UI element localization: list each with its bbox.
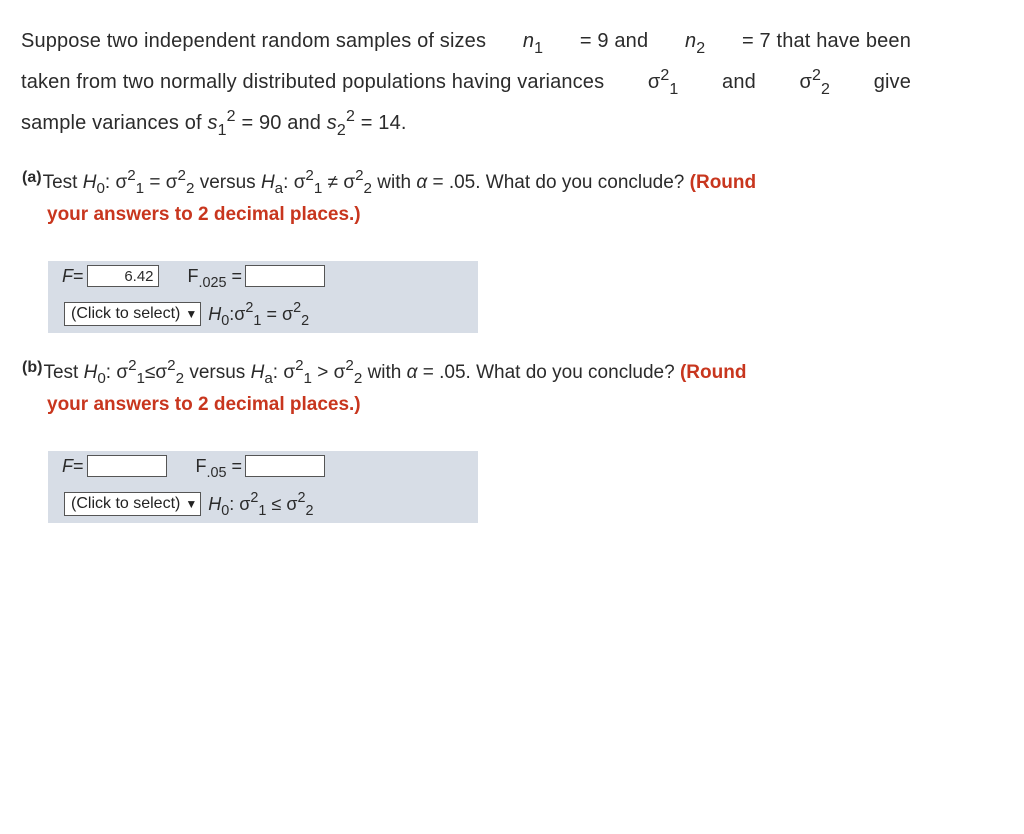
part-b-answer-panel: F= $F_{.05}$ = (Click to select) ▼ $H_0$: $\sigma^2_1 \le \sigma^2_2$ (48, 451, 478, 523)
f-critical-input[interactable] (245, 455, 325, 477)
f-statistic-input[interactable]: 6.42 (87, 265, 159, 287)
chevron-down-icon: ▼ (185, 307, 198, 321)
null-hypothesis-label: $H_0$: $\sigma^2_1 \le \sigma^2_2$ (208, 490, 314, 519)
intro-line-2: taken from two normally distributed populations having variances $\sigma^2_1$ and $\sigma^2_2$ give (21, 67, 911, 98)
f-critical-input[interactable] (245, 265, 325, 287)
part-a-question: $^{(a)}$Test $H_0$: $\sigma^2_1 = \sigma^2_2$ versus $H_a$: $\sigma^2_1 \ne \sigma^2_2$ with α = .05. What do you conclude? (Round your answers to 2 decimal places.) (22, 168, 756, 231)
conclusion-select[interactable]: (Click to select) ▼ (64, 302, 201, 326)
intro-line-3: sample variances of $s_1^2 = 90$ and $s_2^2 = 14$. (21, 108, 407, 139)
problem-statement (21, 26, 911, 149)
part-a-answer-panel: F= 6.42 $F_{.025}$ = (Click to select) ▼ $H_0:\sigma^2_1 = \sigma^2_2$ (48, 261, 478, 333)
conclusion-select[interactable]: (Click to select) ▼ (64, 492, 201, 516)
part-b-question: $^{(b)}$Test $H_0$: $\sigma^2_1\le\sigma^2_2$ versus $H_a$: $\sigma^2_1 > \sigma^2_2$ with α = .05. What do you conclude? (Round your answers to 2 decimal places.) (22, 358, 746, 421)
intro-line-1: Suppose two independent random samples of sizes $n_1$ = 9 and $n_2$ = 7 that have been (21, 30, 911, 57)
part-b-instruction: your answers to 2 decimal places.) (47, 394, 361, 415)
chevron-down-icon: ▼ (185, 497, 198, 511)
part-a-instruction: your answers to 2 decimal places.) (47, 204, 361, 225)
f-statistic-input[interactable] (87, 455, 167, 477)
null-hypothesis-label: $H_0:\sigma^2_1 = \sigma^2_2$ (208, 300, 310, 329)
